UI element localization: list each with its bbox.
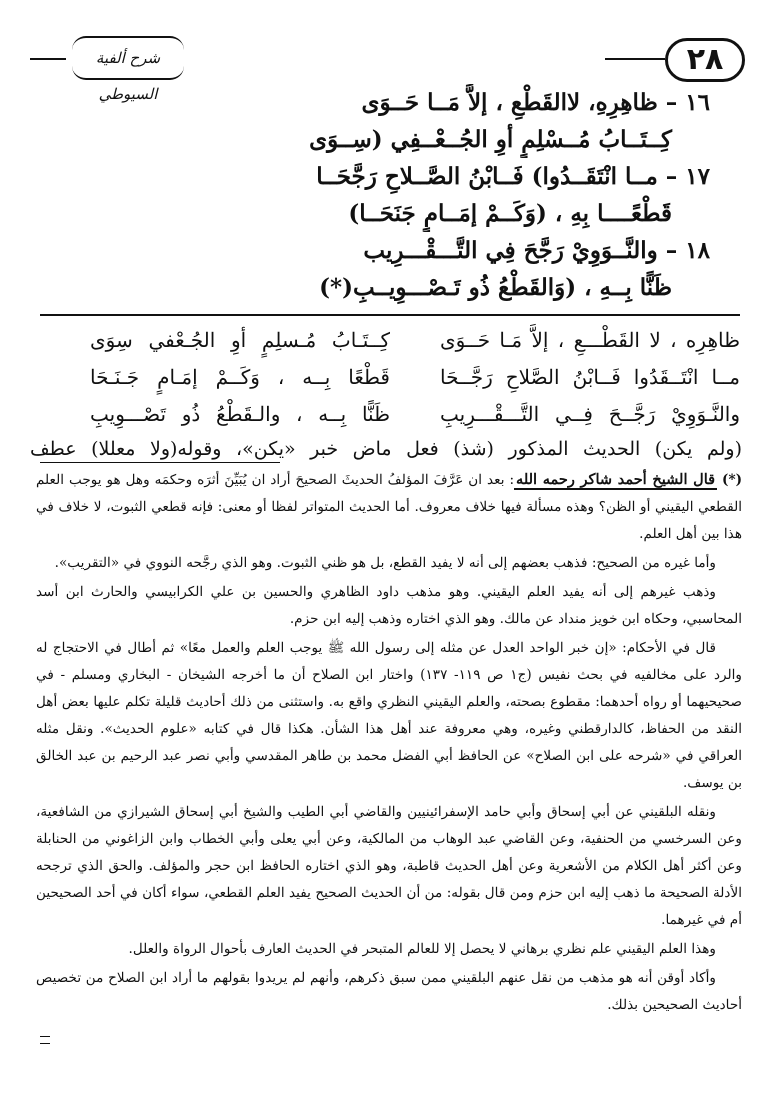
- footnote-paragraph: وأكاد أوقن أنه هو مذهب من نقل عنهم البلقيني ممن سبق ذكرهم، وأنهم لم يريدوا بقولهم ما أراد ابن الصلاح من تخصيص أحاديث الصحيحين بذلك.: [36, 970, 742, 1013]
- hemistich-left: كِــتَـابُ مُـسلِمٍ أوِ الجُـعْفي سِوَى: [90, 328, 390, 352]
- header-rule-left: [30, 58, 66, 60]
- hemistich-row: [50, 359, 740, 396]
- hemistich-row: [50, 396, 740, 433]
- footnote-paragraph: قال في الأحكام: «إن خبر الواحد العدل عن مثله إلى رسول الله ﷺ يوجب العلم والعمل معًا» ثم أطال في الاحتجاج له والرد على مخالفيه في بحث نفيس (ج١ ص ١١٩- ١٣٧) واختار ابن الصلاح أن ما أخرجه الشيخان - البخاري ومسلم - في صحيحيهما أو رواه أحدهما: مقطوع بصحته، والعلم اليقيني النظري واقع به. واستثنى من ذلك أحاديث قليلة تكلم عليها بعض أهل النقد من الحفاظ، كالدارقطني وغيره، وهي معروفة عند أهل هذا الشأن. هكذا قال في كتابه «علوم الحديث». ونقل مثله العراقي في «شرحه على ابن الصلاح» عن الحافظ أبي الفضل محمد بن طاهر المقدسي وأبي نصر عبد الرحيم بن عبد الخالق بن يوسف.: [36, 640, 742, 791]
- verse-line: ظَنًّا بِــهِ ، (وَالقَطْعُ ذُو تَـصْـــوِيــبِ(*): [319, 274, 672, 301]
- verse-line: ١٧ – مــا انْتَقَــدُوا) فَــابْنُ الصَّــلاحِ رَجَّحَــا: [316, 163, 710, 190]
- verse-line: ١٨ – والنَّــوَوِيْ رَجَّحَ فِي التَّـــقْـــرِيب: [363, 237, 710, 264]
- poem-verses: [60, 84, 730, 306]
- running-title: شرح ألفية السيوطي: [95, 49, 161, 103]
- header-rule-right: [605, 58, 665, 60]
- footnote: [36, 466, 742, 1021]
- hemistich-row: [50, 322, 740, 359]
- footnote-paragraph: وأما غيره من الصحيح: فذهب بعضهم إلى أنه لا يفيد القطع، بل هو ظني الثبوت. وهو الذي رجَّحه النووي في «التقريب».: [54, 555, 716, 571]
- hemistich-table: [50, 322, 740, 433]
- footnote-paragraph: وهذا العلم اليقيني علم نظري برهاني لا يحصل إلا للعالم المتبحر في الحديث العارف بأحوال الرواة والعلل.: [128, 941, 716, 957]
- footnote-marker: (*): [722, 472, 743, 488]
- footnote-rule: [40, 462, 280, 463]
- footnote-paragraph: وذهب غيرهم إلى أنه يفيد العلم اليقيني. وهو مذهب داود الظاهري والحسين بن علي الكرابيسي والحارث ابن أسد المحاسبي، وحكاه ابن خويز منداد عن مالك. وهو الذي اختاره وذهب إليه ابن حزم.: [36, 584, 742, 627]
- verse-line: قَطْعًــــا بِهِ ، (وَكَــمْ إمَــامٍ جَنَحَــا): [348, 200, 672, 227]
- hemistich-right: والنَّـوَوِيْ رَجَّــحَ فِــي التَّـــقْـــرِيبِ: [440, 402, 740, 426]
- verse-line: كِــتَــابُ مُــسْلِمٍ أوِ الجُــعْــفِي (سِــوَى: [309, 126, 672, 153]
- page-number: ٢٨: [665, 38, 745, 82]
- hemistich-left: ظَنًّا بِــه ، والـقَطْعُ ذُو تَصْـــوِيبِ: [90, 402, 390, 426]
- hemistich-right: مــا انْتَــقَدُوا فَــابْنُ الصَّلاحِ رَجَّــحَا: [440, 365, 740, 389]
- hemistich-left: قَطْعًا بِــه ، وَكَــمْ إمَـامٍ جَـنَـحَا: [90, 365, 390, 389]
- section-divider: [40, 314, 740, 316]
- hemistich-right: ظاهِرِه ، لا القَطْـــعِ ، إلاَّ مَـا حَــوَى: [440, 328, 740, 352]
- footnote-text: : بعد ان عَرَّفَ المؤلفُ الحديثَ الصحيحَ أراد ان يُبَيِّنَ أثرَه وحكمَه وهل هو يوجب العلم القطعي اليقيني أو الظن؟ وهذه مسألة فيها خلاف معروف. أما الحديث المتواتر لفظا أو معنى: فإنه قطعي الثبوت، لا خلاف في هذا بين أهل العلم.: [36, 472, 742, 542]
- footnote-author: قال الشيخ أحمد شاكر رحمه الله: [516, 471, 716, 488]
- end-mark: [40, 1036, 50, 1044]
- verse-line: ١٦ – ظاهِرِهِ، لاالقَطْعِ ، إلاَّ مَــا حَــوَى: [361, 89, 710, 116]
- footnote-paragraph: [36, 466, 742, 548]
- footnote-paragraph: ونقله البلقيني عن أبي إسحاق وأبي حامد الإسفرائينيين والقاضي أبي الطيب والشيخ أبي إسحاق الشيرازي من الشافعية، وعن السرخسي من الحنفية، وعن القاضي عبد الوهاب من المالكية، وعن أبي يعلى وأبي الخطاب وابن الزاغوني من الحنابلة وعن أكثر أهل الكلام من الأشعرية وعن أهل الحديث قاطبة، وهو الذي اختاره الحافظ ابن حجر والمؤلف. والحق الذي ترجحه الأدلة الصحيحة ما ذهب إليه ابن حزم ومن قال بقوله: من أن الحديث الصحيح يفيد العلم القطعي، سواء أكان في أحد الصحيحين أم في غيرهما.: [36, 804, 742, 928]
- commentary-line: (ولم يكن) الحديث المذكور (شذ) فعل ماض خبر «يكن»، وقوله(ولا معللا) عطف: [30, 438, 742, 460]
